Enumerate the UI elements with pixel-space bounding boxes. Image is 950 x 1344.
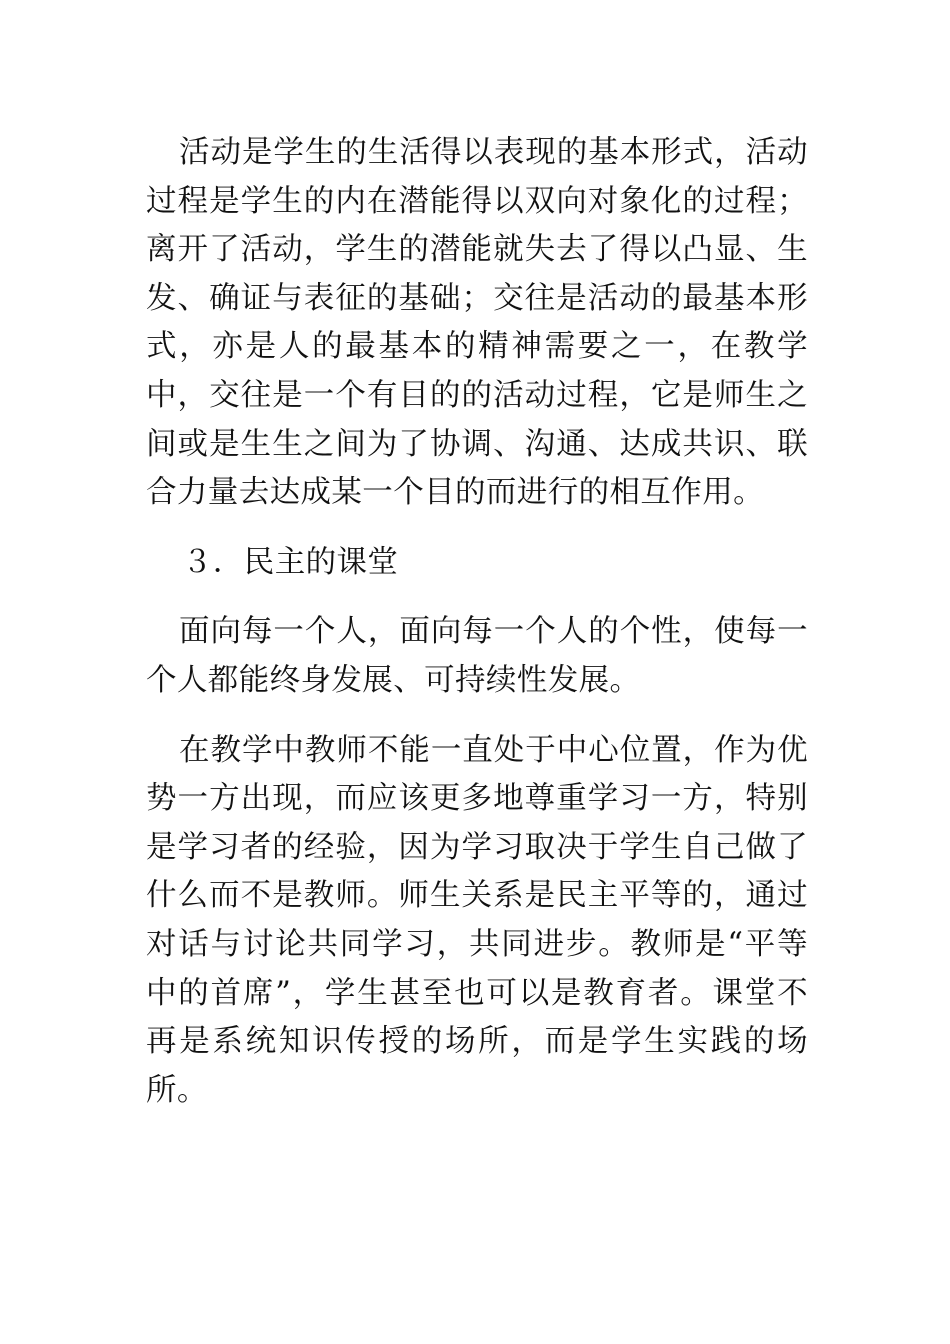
document-body [146,129,808,1115]
paragraph-activity-and-interaction: 活动是学生的生活得以表现的基本形式，活动过程是学生的内在潜能得以双向对象化的过程；离开了活动，学生的潜能就失去了得以凸显、生发、确证与表征的基础；交往是活动的最基本形式，亦是人的最基本的精神需要之一，在教学中，交往是一个有目的的活动过程，它是师生之间或是生生之间为了协调、沟通、达成共识、联合力量去达成某一个目的而进行的相互作用。 [146,135,808,511]
paragraph-teacher-student-relationship: 在教学中教师不能一直处于中心位置，作为优势一方出现，而应该更多地尊重学习一方，特别是学习者的经验，因为学习取决于学生自己做了什么而不是教师。师生关系是民主平等的，通过对话与讨论共同学习，共同进步。教师是“平等中的首席”，学生甚至也可以是教育者。课堂不再是系统知识传授的场所，而是学生实践的场所。 [146,732,808,1108]
section-heading-democratic-classroom: ３．民主的课堂 [182,544,399,580]
paragraph-facing-everyone: 面向每一个人，面向每一个人的个性，使每一个人都能终身发展、可持续性发展。 [146,614,808,698]
